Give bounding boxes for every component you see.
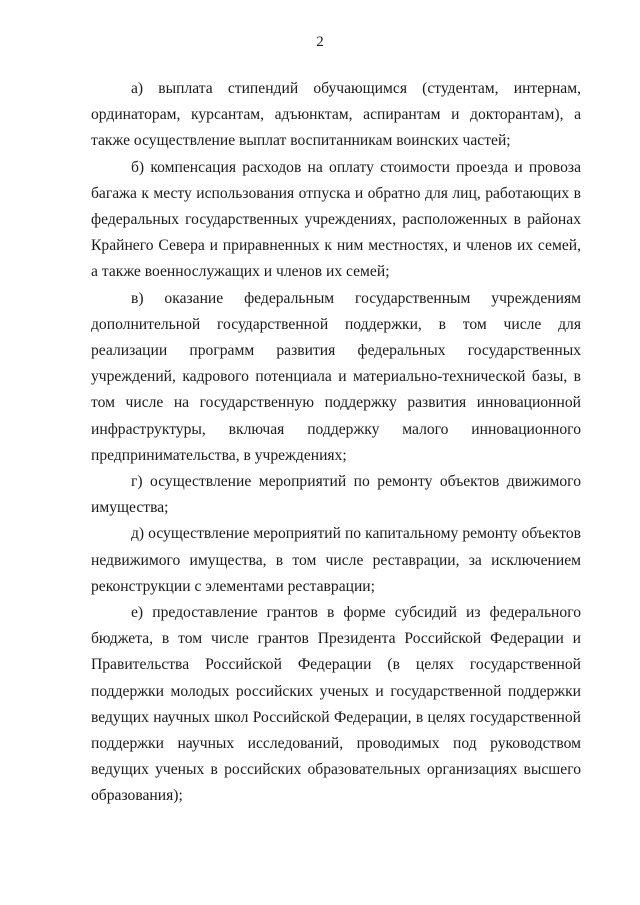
paragraph-b: б) компенсация расходов на оплату стоимости проезда и провоза багажа к месту использования отпуска и обратно для лиц, работающих в федеральных государственных учреждениях, расположенных в районах Крайнего Севера и приравненных к ним местностях, и членов их семей, а также военнослужащих и членов их семей; [91,158,581,281]
paragraph-e: е) предоставление грантов в форме субсидий из федерального бюджета, в том числе грантов Президента Российской Федерации и Правительства Российской Федерации (в целях государственной поддержки молодых российских ученых и государственной поддержки ведущих научных школ Российской Федерации, в целях государственной поддержки научных исследований, проводимых под руководством ведущих ученых в российских образовательных организациях высшего образования); [91,604,581,805]
document-body [91,76,581,810]
paragraph-a: а) выплата стипендий обучающимся (студентам, интернам, ординаторам, курсантам, адъюнктам, аспирантам и докторантам), а также осуществление выплат воспитанникам воинских частей; [91,80,581,150]
paragraph-v: в) оказание федеральным государственным учреждениям дополнительной государственной поддержки, в том числе для реализации программ развития федеральных государственных учреждений, кадрового потенциала и материально-технической базы, в том числе на государственную поддержку развития инновационной инфраструктуры, включая поддержку малого инновационного предпринимательства, в учреждениях; [91,289,581,464]
page-number: 2 [316,34,324,50]
paragraph-d: д) осуществление мероприятий по капитальному ремонту объектов недвижимого имущества, в том числе реставрации, за исключением реконструкции с элементами реставрации; [91,525,581,595]
paragraph-g: г) осуществление мероприятий по ремонту объектов движимого имущества; [91,473,581,517]
